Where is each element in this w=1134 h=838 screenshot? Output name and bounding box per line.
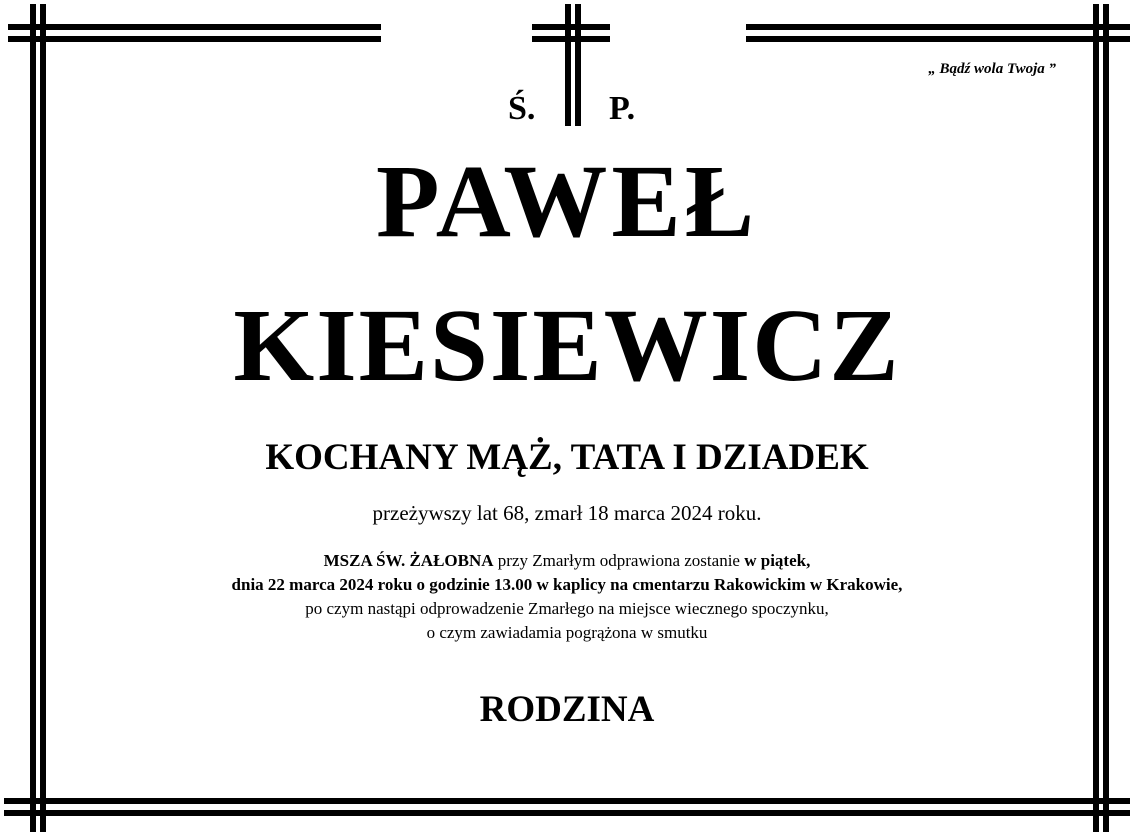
mass-title: MSZA ŚW. ŻAŁOBNA — [323, 551, 494, 570]
relation-heading: KOCHANY MĄŻ, TATA I DZIADEK — [265, 437, 869, 478]
motto: „ Bądź wola Twoja ” — [928, 61, 1056, 77]
mass-info — [0, 549, 1134, 645]
first-name: PAWEŁ — [375, 144, 759, 259]
signature: RODZINA — [479, 689, 655, 730]
mass-line-3: po czym nastąpi odprowadzenie Zmarłego na miejsce wiecznego spoczynku, — [305, 599, 829, 618]
mass-line-4: o czym zawiadamia pogrążona w smutku — [426, 623, 708, 642]
age-line: przeżywszy lat 68, zmarł 18 marca 2024 roku. — [372, 501, 762, 525]
last-name: KIESIEWICZ — [233, 288, 901, 403]
mass-day: w piątek, — [744, 551, 811, 570]
frame-top-right-line-1 — [746, 24, 1130, 30]
prefix-left: Ś. — [508, 90, 536, 127]
mass-line-2: dnia 22 marca 2024 roku o godzinie 13.00 w kaplicy na cmentarzu Rakowickim w Krakowie, — [231, 575, 903, 594]
mass-line-1 — [0, 549, 1134, 573]
frame-top-left-line-2 — [8, 36, 381, 42]
frame-bottom-line-1 — [4, 798, 1130, 804]
frame-top-left-line-1 — [8, 24, 381, 30]
frame-top-right-line-2 — [746, 36, 1130, 42]
prefix-right: P. — [609, 90, 636, 127]
mass-line-1-text: przy Zmarłym odprawiona zostanie — [493, 551, 745, 570]
frame-bottom-line-2 — [4, 810, 1130, 816]
